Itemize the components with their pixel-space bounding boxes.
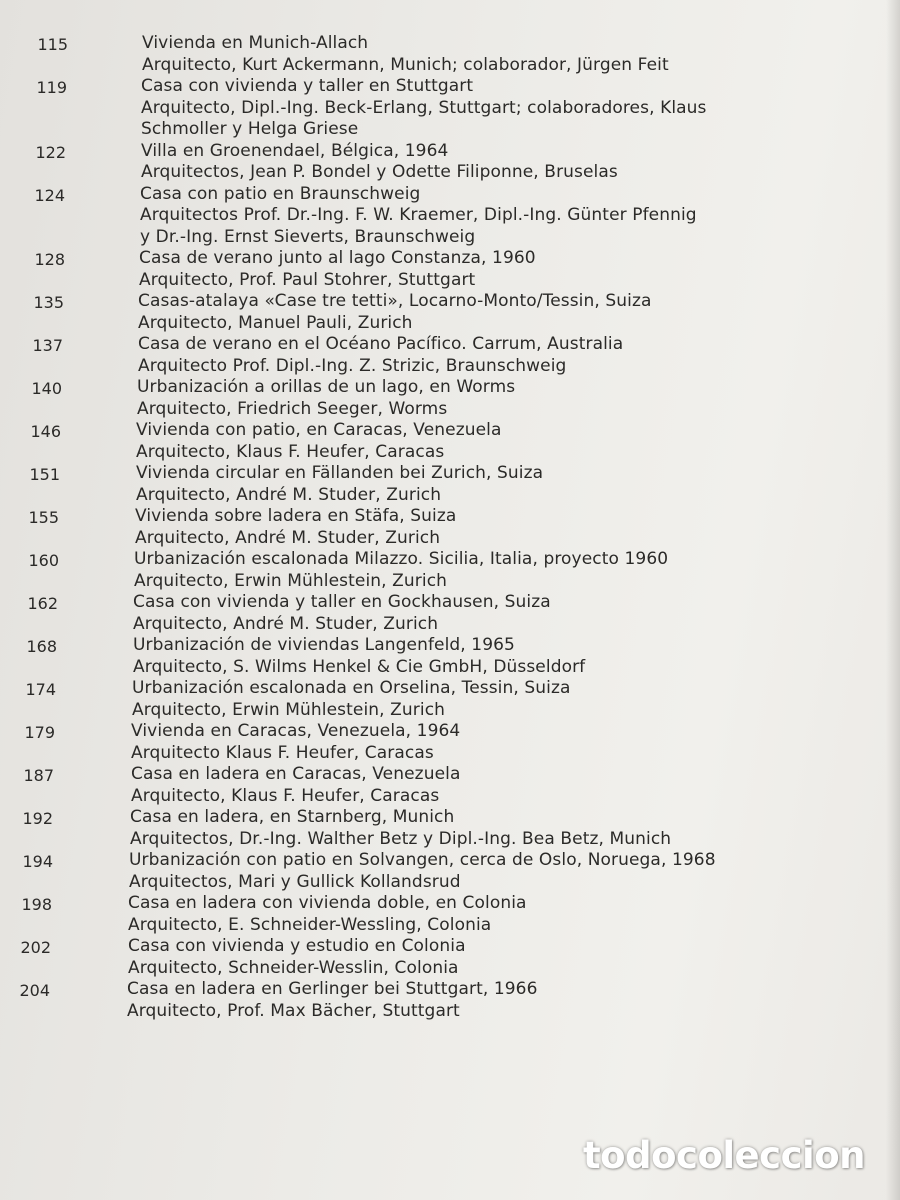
index-entry: [0, 592, 900, 635]
entry-title: Vivienda circular en Fällanden bei Zurich, Suiza: [136, 463, 544, 483]
entry-architect: Schmoller y Helga Griese: [141, 119, 359, 139]
entry-architect: Arquitecto, Erwin Mühlestein, Zurich: [132, 699, 446, 720]
index-entry: [0, 33, 900, 76]
index-entry: [0, 334, 900, 377]
entry-architect: Arquitecto, André M. Studer, Zurich: [133, 613, 439, 634]
index-entry: [0, 506, 900, 549]
entry-text: [134, 549, 900, 592]
entry-architect: Arquitecto, Prof. Max Bächer, Stuttgart: [127, 1000, 460, 1021]
entry-architect: Arquitecto, Erwin Mühlestein, Zurich: [134, 570, 448, 591]
entry-title: Casa con patio en Braunschweig: [140, 183, 421, 204]
index-entry: [0, 635, 900, 678]
index-list: [0, 33, 900, 1022]
entry-title: Casa de verano junto al lago Constanza, 1960: [139, 248, 536, 268]
entry-architect: Arquitecto, Prof. Paul Stohrer, Stuttgart: [139, 269, 476, 290]
page-number: 119: [36, 78, 67, 97]
index-entry: [0, 463, 900, 506]
page-number: 179: [24, 723, 55, 742]
index-entry: [0, 420, 900, 463]
index-entry: [0, 979, 900, 1022]
entry-text: [127, 979, 900, 1022]
entry-title: Vivienda en Munich-Allach: [142, 33, 369, 53]
entry-text: [138, 334, 900, 377]
entry-text: [131, 721, 900, 764]
page-number: 204: [19, 981, 50, 1000]
page-number: 128: [34, 250, 65, 269]
entry-architect: Arquitecto, Klaus F. Heufer, Caracas: [136, 441, 445, 462]
index-entry: [0, 76, 900, 141]
entry-title: Vivienda en Caracas, Venezuela, 1964: [131, 721, 461, 741]
entry-text: [133, 592, 900, 635]
entry-text: [130, 807, 900, 850]
page-number: 198: [21, 895, 52, 914]
index-entry: [0, 549, 900, 592]
entry-text: [136, 420, 900, 463]
entry-title: Urbanización con patio en Solvangen, cerca de Oslo, Noruega, 1968: [129, 850, 716, 870]
index-entry: [0, 764, 900, 807]
entry-architect: Arquitecto, André M. Studer, Zurich: [135, 527, 441, 548]
entry-text: [139, 248, 900, 291]
entry-title: Urbanización escalonada Milazzo. Sicilia, Italia, proyecto 1960: [134, 549, 669, 569]
entry-architect: Arquitecto, André M. Studer, Zurich: [136, 484, 442, 505]
entry-architect: Arquitecto Prof. Dipl.-Ing. Z. Strizic, Braunschweig: [138, 355, 567, 376]
entry-text: [140, 184, 900, 249]
entry-text: [138, 291, 900, 334]
page-number: 146: [30, 422, 61, 441]
entry-text: [141, 76, 900, 141]
index-entry: [0, 807, 900, 850]
entry-text: [133, 635, 900, 678]
page-number: 115: [37, 35, 68, 54]
entry-architect: Arquitecto, S. Wilms Henkel & Cie GmbH, Düsseldorf: [133, 656, 586, 677]
page-number: 168: [26, 637, 57, 656]
entry-architect: Arquitecto Klaus F. Heufer, Caracas: [131, 742, 434, 763]
entry-architect: Arquitectos, Dr.-Ing. Walther Betz y Dipl.-Ing. Bea Betz, Munich: [130, 828, 672, 849]
page-number: 124: [34, 185, 65, 205]
entry-title: Casa de verano en el Océano Pacífico. Carrum, Australia: [138, 334, 624, 354]
index-entry: [0, 141, 900, 184]
index-entry: [0, 678, 900, 721]
index-entry: [0, 184, 900, 249]
entry-architect: Arquitecto, Kurt Ackermann, Munich; colaborador, Jürgen Feit: [142, 54, 669, 75]
entry-architect: Arquitecto, E. Schneider-Wessling, Colonia: [128, 914, 492, 935]
entry-title: Vivienda sobre ladera en Stäfa, Suiza: [135, 506, 457, 526]
page-number: 140: [31, 379, 62, 398]
page-number: 155: [28, 508, 59, 527]
entry-title: Urbanización escalonada en Orselina, Tessin, Suiza: [132, 678, 571, 698]
page-number: 122: [35, 142, 66, 162]
page-number: 174: [25, 680, 56, 699]
entry-title: Urbanización de viviendas Langenfeld, 1965: [133, 635, 515, 655]
entry-text: [131, 764, 900, 807]
entry-text: [141, 141, 900, 184]
entry-title: Casa en ladera con vivienda doble, en Colonia: [128, 893, 527, 913]
entry-architect: Arquitecto, Klaus F. Heufer, Caracas: [131, 785, 440, 806]
entry-title: Casa en ladera en Gerlinger bei Stuttgart, 1966: [127, 979, 538, 999]
page-number: 192: [22, 809, 53, 828]
entry-text: [135, 506, 900, 549]
entry-title: Casa en ladera en Caracas, Venezuela: [131, 764, 461, 784]
page-edge-shadow: [886, 0, 900, 1200]
page-number: 202: [20, 938, 51, 957]
entry-text: [136, 463, 900, 506]
entry-text: [128, 936, 900, 979]
index-entry: [0, 721, 900, 764]
entry-title: Casas-atalaya «Case tre tetti», Locarno-Monto/Tessin, Suiza: [138, 291, 652, 311]
entry-title: Casa con vivienda y taller en Stuttgart: [141, 76, 474, 96]
entry-title: Vivienda con patio, en Caracas, Venezuela: [136, 420, 502, 440]
entry-architect: Arquitecto, Schneider-Wesslin, Colonia: [128, 957, 459, 978]
index-entry: [0, 850, 900, 893]
page-number: 194: [22, 852, 53, 871]
entry-title: Urbanización a orillas de un lago, en Worms: [137, 377, 516, 397]
entry-text: [128, 893, 900, 936]
entry-title: Casa en ladera, en Starnberg, Munich: [130, 807, 455, 827]
page-number: 162: [27, 594, 58, 613]
watermark-logo: todocoleccion: [583, 1134, 865, 1177]
entry-architect: y Dr.-Ing. Ernst Sieverts, Braunschweig: [140, 226, 476, 247]
index-entry: [0, 936, 900, 979]
entry-title: Villa en Groenendael, Bélgica, 1964: [141, 140, 449, 161]
entry-text: [132, 678, 900, 721]
page-number: 135: [33, 293, 64, 312]
page-number: 151: [29, 465, 60, 484]
entry-text: [137, 377, 900, 420]
entry-architect: Arquitecto, Dipl.-Ing. Beck-Erlang, Stuttgart; colaboradores, Klaus: [141, 97, 707, 118]
entry-architect: Arquitecto, Manuel Pauli, Zurich: [138, 312, 413, 333]
entry-architect: Arquitecto, Friedrich Seeger, Worms: [137, 398, 448, 419]
entry-architect: Arquitectos, Mari y Gullick Kollandsrud: [129, 871, 461, 892]
entry-title: Casa con vivienda y taller en Gockhausen, Suiza: [133, 592, 551, 612]
page-number: 137: [32, 336, 63, 355]
entry-architect: Arquitectos, Jean P. Bondel y Odette Filiponne, Bruselas: [141, 162, 618, 182]
entry-title: Casa con vivienda y estudio en Colonia: [128, 936, 466, 956]
index-entry: [0, 377, 900, 420]
index-entry: [0, 893, 900, 936]
entry-text: [142, 33, 900, 76]
entry-architect: Arquitectos Prof. Dr.-Ing. F. W. Kraemer, Dipl.-Ing. Günter Pfennig: [140, 205, 697, 225]
index-entry: [0, 291, 900, 334]
page-number: 187: [23, 766, 54, 785]
page-number: 160: [28, 551, 59, 570]
entry-text: [129, 850, 900, 893]
index-entry: [0, 248, 900, 291]
